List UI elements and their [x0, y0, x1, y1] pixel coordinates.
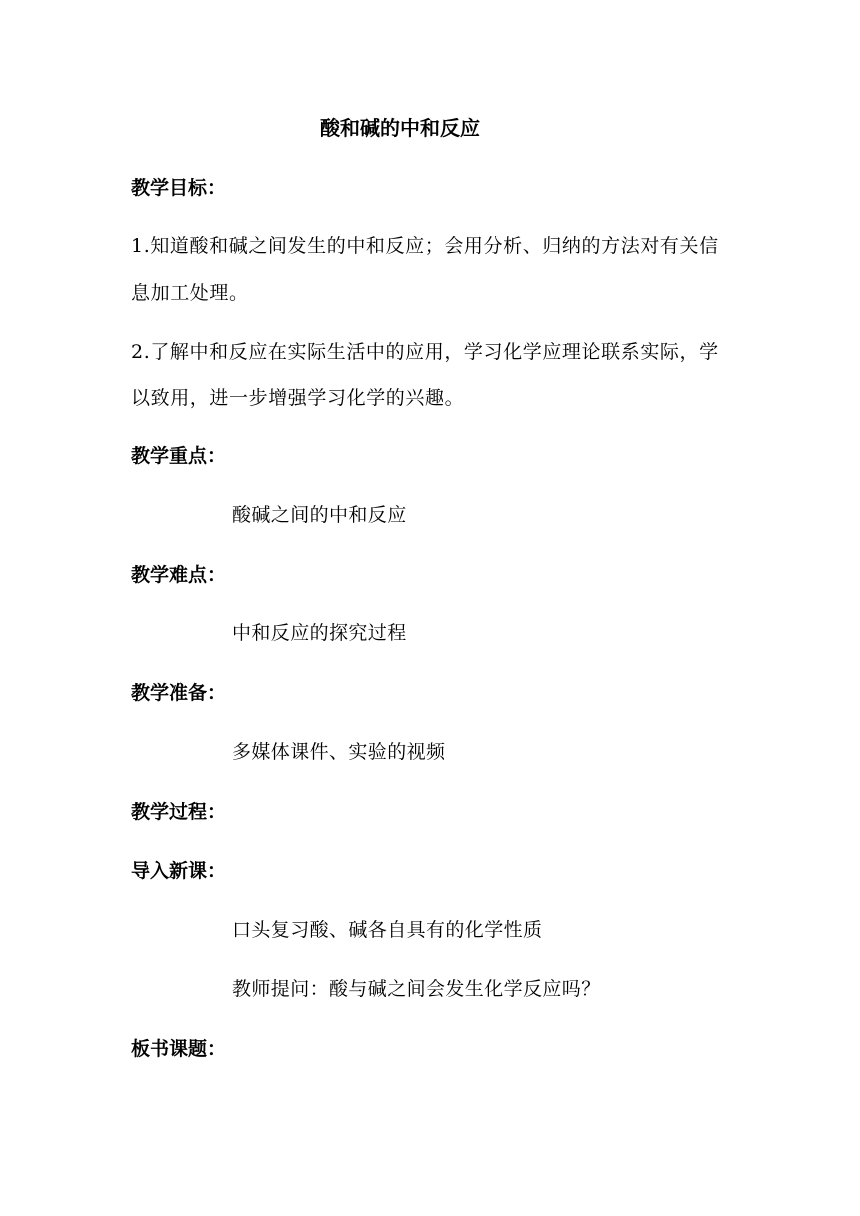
objective-2-line-1: 2.了解中和反应在实际生活中的应用，学习化学应理论联系实际，学: [131, 341, 719, 363]
intro-heading: 导入新课：: [131, 860, 227, 882]
preparation-text: 多媒体课件、实验的视频: [232, 741, 446, 763]
key-point-heading: 教学重点：: [131, 445, 227, 467]
objective-1-line-1: 1.知道酸和碱之间发生的中和反应；会用分析、归纳的方法对有关信: [131, 235, 719, 257]
objective-2-line-2: 以致用，进一步增强学习化学的兴趣。: [131, 387, 465, 409]
preparation-heading: 教学准备：: [131, 682, 227, 704]
board-heading: 板书课题：: [131, 1038, 227, 1060]
objectives-heading: 教学目标：: [131, 177, 227, 199]
difficulty-text: 中和反应的探究过程: [232, 622, 407, 644]
intro-text-1: 口头复习酸、碱各自具有的化学性质: [232, 919, 543, 941]
key-point-text: 酸碱之间的中和反应: [232, 504, 407, 526]
objective-1-line-2: 息加工处理。: [131, 282, 249, 304]
process-heading: 教学过程：: [131, 801, 227, 823]
document-title: 酸和碱的中和反应: [320, 116, 480, 140]
intro-text-2: 教师提问：酸与碱之间会发生化学反应吗？: [232, 978, 601, 1000]
difficulty-heading: 教学难点：: [131, 564, 227, 586]
